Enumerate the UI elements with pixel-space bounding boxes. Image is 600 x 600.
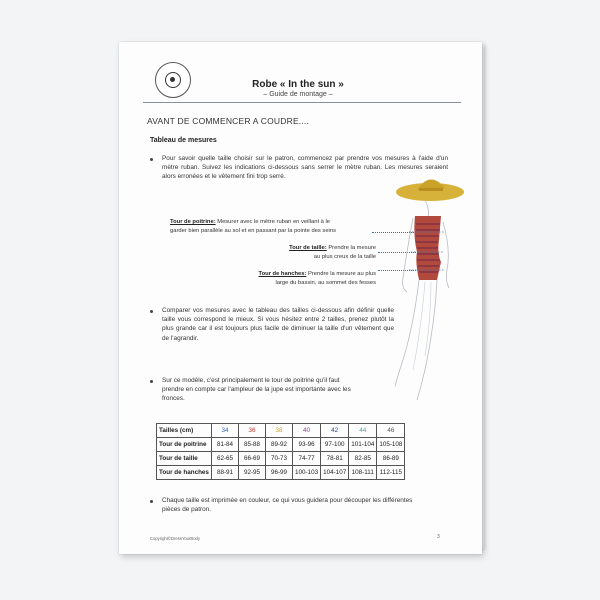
header-divider <box>143 102 461 103</box>
annotation-hips-label: Tour de hanches: <box>258 271 307 277</box>
row-label: Tour de poitrine <box>157 438 212 452</box>
table-cell: 105-108 <box>377 438 405 452</box>
logo-dot-icon <box>170 77 175 82</box>
annotation-chest <box>170 218 375 235</box>
table-cell: 101-104 <box>349 438 377 452</box>
size-table <box>156 423 405 480</box>
table-row <box>157 438 405 452</box>
table-cell: 74-77 <box>293 452 321 466</box>
table-cell: 92-95 <box>239 466 266 480</box>
annotation-chest-label: Tour de poitrine: <box>170 219 216 225</box>
annotation-hips <box>236 270 376 287</box>
annotation-hips-text-1: Prendre la mesure au plus <box>306 271 376 277</box>
annotation-chest-text-1: Mesurer avec le mètre ruban en veillant à le <box>215 219 331 225</box>
table-cell: 93-96 <box>293 438 321 452</box>
size-table-header-row <box>157 424 405 438</box>
annotation-waist <box>270 244 376 261</box>
body-figure-illustration <box>395 170 475 460</box>
table-cell: 82-85 <box>349 452 377 466</box>
document-subtitle: – Guide de montage – <box>263 91 333 98</box>
annotation-chest-text-2: garder bien parallèle au sol et en passant par la pointe des seins <box>170 227 336 234</box>
size-header: 46 <box>377 424 405 438</box>
table-heading: Tableau de mesures <box>150 137 217 144</box>
bullet-icon <box>150 158 153 161</box>
table-cell: 100-103 <box>293 466 321 480</box>
annotation-waist-text-1: Prendre la mesure <box>326 245 376 251</box>
table-cell: 97-100 <box>321 438 349 452</box>
table-cell: 89-92 <box>266 438 293 452</box>
annotation-hips-text-2: large du bassin, au sommet des fesses <box>275 279 376 286</box>
table-cell: 108-111 <box>349 466 377 480</box>
row-label: Tour de taille <box>157 452 212 466</box>
table-cell: 96-99 <box>266 466 293 480</box>
size-header: 44 <box>349 424 377 438</box>
section-heading: AVANT DE COMMENCER A COUDRE.... <box>147 116 310 126</box>
paragraph-color-note: Chaque taille est imprimée en couleur, ce qui vous guidera pour découper les différentes pièces de patron. <box>162 497 413 514</box>
bullet-icon <box>150 310 153 313</box>
table-cell: 86-89 <box>377 452 405 466</box>
paragraph-compare-sizes: Comparer vos mesures avec le tableau des tailles ci-dessous afin définir quelle taille vous correspond le mieux. Si vous hésitez entre 2 tailles, prenez plutôt la plus grande car il est toujours plus facile de diminuer la taille d'un vêtement que de l'agrandir. <box>162 307 394 342</box>
table-cell: 62-65 <box>212 452 239 466</box>
size-table-header-label: Tailles (cm) <box>157 424 212 438</box>
size-header: 42 <box>321 424 349 438</box>
table-cell: 104-107 <box>321 466 349 480</box>
brand-logo <box>155 62 191 98</box>
table-cell: 78-81 <box>321 452 349 466</box>
page-number: 3 <box>437 534 440 540</box>
size-header: 34 <box>212 424 239 438</box>
table-cell: 66-69 <box>239 452 266 466</box>
annotation-waist-text-2: au plus creux de la taille <box>313 253 376 260</box>
table-cell: 81-84 <box>212 438 239 452</box>
bullet-icon <box>150 380 153 383</box>
footer-copyright: Copyright©DressYourBody <box>150 536 200 541</box>
size-header: 38 <box>266 424 293 438</box>
table-cell: 70-73 <box>266 452 293 466</box>
table-row <box>157 452 405 466</box>
paragraph-measure-intro: Pour savoir quelle taille choisir sur le patron, commencez par prendre vos mesures à l'aide d'un mètre ruban. Suivez les indications ci-dessous sans serrer le mètre ruban. Les mesures seraient alors erronées et le vêtement fini trop serré. <box>162 155 448 181</box>
size-header: 40 <box>293 424 321 438</box>
table-cell: 88-91 <box>212 466 239 480</box>
paragraph-bust-note: Sur ce modèle, c'est principalement le tour de poitrine qu'il faut prendre en compte car l'ampleur de la jupe est importante avec les fronces. <box>162 377 351 403</box>
row-label: Tour de hanches <box>157 466 212 480</box>
table-cell: 112-115 <box>377 466 405 480</box>
document-title: Robe « In the sun » <box>252 79 344 90</box>
annotation-waist-label: Tour de taille: <box>289 245 327 251</box>
table-row <box>157 466 405 480</box>
table-cell: 85-88 <box>239 438 266 452</box>
bullet-icon <box>150 500 153 503</box>
size-header: 36 <box>239 424 266 438</box>
